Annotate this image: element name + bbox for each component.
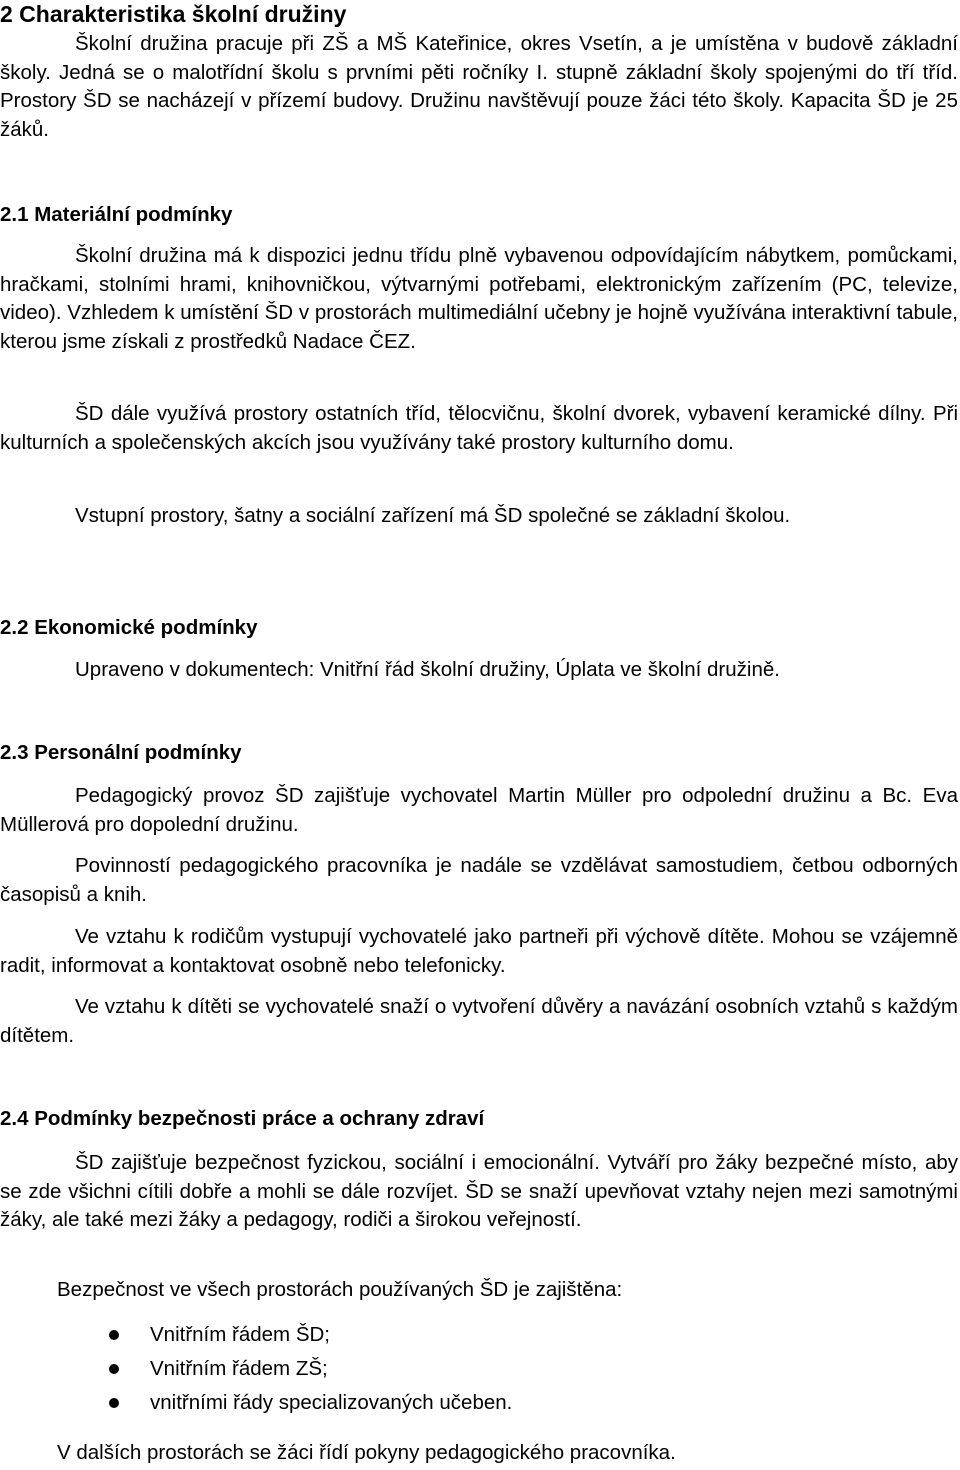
section-2-1-paragraph-1: Školní družina má k dispozici jednu třídu plně vybavenou odpovídajícím nábytkem, pomůckami, hračkami, stolními hrami, knihovničkou, výtvarnými potřebami, elektronickým zařízením (PC, televize, video). Vzhledem k umístění ŠD v prostorách multimediální učebny je hojně využívána interaktivní tabule, kterou jsme získali z prostředků Nadace ČEZ. [0, 244, 958, 353]
section-2-3-paragraph-4: Ve vztahu k dítěti se vychovatelé snaží o vytvoření důvěry a navázání osobních vztahů s každým dítětem. [0, 995, 958, 1047]
section-2-1-paragraph-3: Vstupní prostory, šatny a sociální zařízení má ŠD společné se základní školou. [75, 504, 791, 527]
bullet-icon [109, 1398, 119, 1408]
list-item: Vnitřním řádem ZŠ; [0, 1352, 960, 1386]
section-2-4-heading: 2.4 Podmínky bezpečnosti práce a ochrany zdraví [0, 1107, 485, 1130]
section-2-3-paragraph-3: Ve vztahu k rodičům vystupují vychovatelé jako partneři při výchově dítěte. Mohou se vzájemně radit, informovat a kontaktovat osobně nebo telefonicky. [0, 925, 958, 977]
section-2-3-paragraph-1: Pedagogický provoz ŠD zajišťuje vychovatel Martin Müller pro odpolední družinu a Bc. Eva Müllerová pro dopolední družinu. [0, 784, 958, 836]
safety-bullet-list [0, 1318, 960, 1420]
list-item: vnitřními řády specializovaných učeben. [0, 1386, 960, 1420]
section-2-4-paragraph-1: ŠD zajišťuje bezpečnost fyzickou, sociální i emocionální. Vytváří pro žáky bezpečné místo, aby se zde všichni cítili dobře a mohli se dále rozvíjet. ŠD se snaží upevňovat vztahy nejen mezi samotnými žáky, ale také mezi žáky a pedagogy, rodiči a širokou veřejností. [0, 1151, 958, 1231]
section-2-4-paragraph-3: V dalších prostorách se žáci řídí pokyny pedagogického pracovníka. [57, 1441, 676, 1464]
section-2-2-heading: 2.2 Ekonomické podmínky [0, 616, 258, 639]
intro-paragraph: Školní družina pracuje při ZŠ a MŠ Kateřinice, okres Vsetín, a je umístěna v budově základní školy. Jedná se o malotřídní školu s prvními pěti ročníky I. stupně základní školy spojenými do tří tříd. Prostory ŠD se nacházejí v přízemí budovy. Družinu navštěvují pouze žáci této školy. Kapacita ŠD je 25 žáků. [0, 32, 958, 141]
list-item: Vnitřním řádem ŠD; [0, 1318, 960, 1352]
section-2-3-paragraph-2: Povinností pedagogického pracovníka je nadále se vzdělávat samostudiem, četbou odborných časopisů a knih. [0, 854, 958, 906]
section-2-3-heading: 2.3 Personální podmínky [0, 741, 242, 764]
chapter-heading: 2 Charakteristika školní družiny [0, 1, 347, 27]
section-2-2-paragraph-1: Upraveno v dokumentech: Vnitřní řád školní družiny, Úplata ve školní družině. [75, 658, 780, 681]
bullet-icon [109, 1330, 119, 1340]
section-2-1-paragraph-2: ŠD dále využívá prostory ostatních tříd, tělocvičnu, školní dvorek, vybavení keramické dílny. Při kulturních a společenských akcích jsou využívány také prostory kulturního domu. [0, 402, 958, 454]
section-2-1-heading: 2.1 Materiální podmínky [0, 203, 233, 226]
bullet-icon [109, 1364, 119, 1374]
section-2-4-paragraph-2: Bezpečnost ve všech prostorách používaných ŠD je zajištěna: [57, 1278, 623, 1301]
